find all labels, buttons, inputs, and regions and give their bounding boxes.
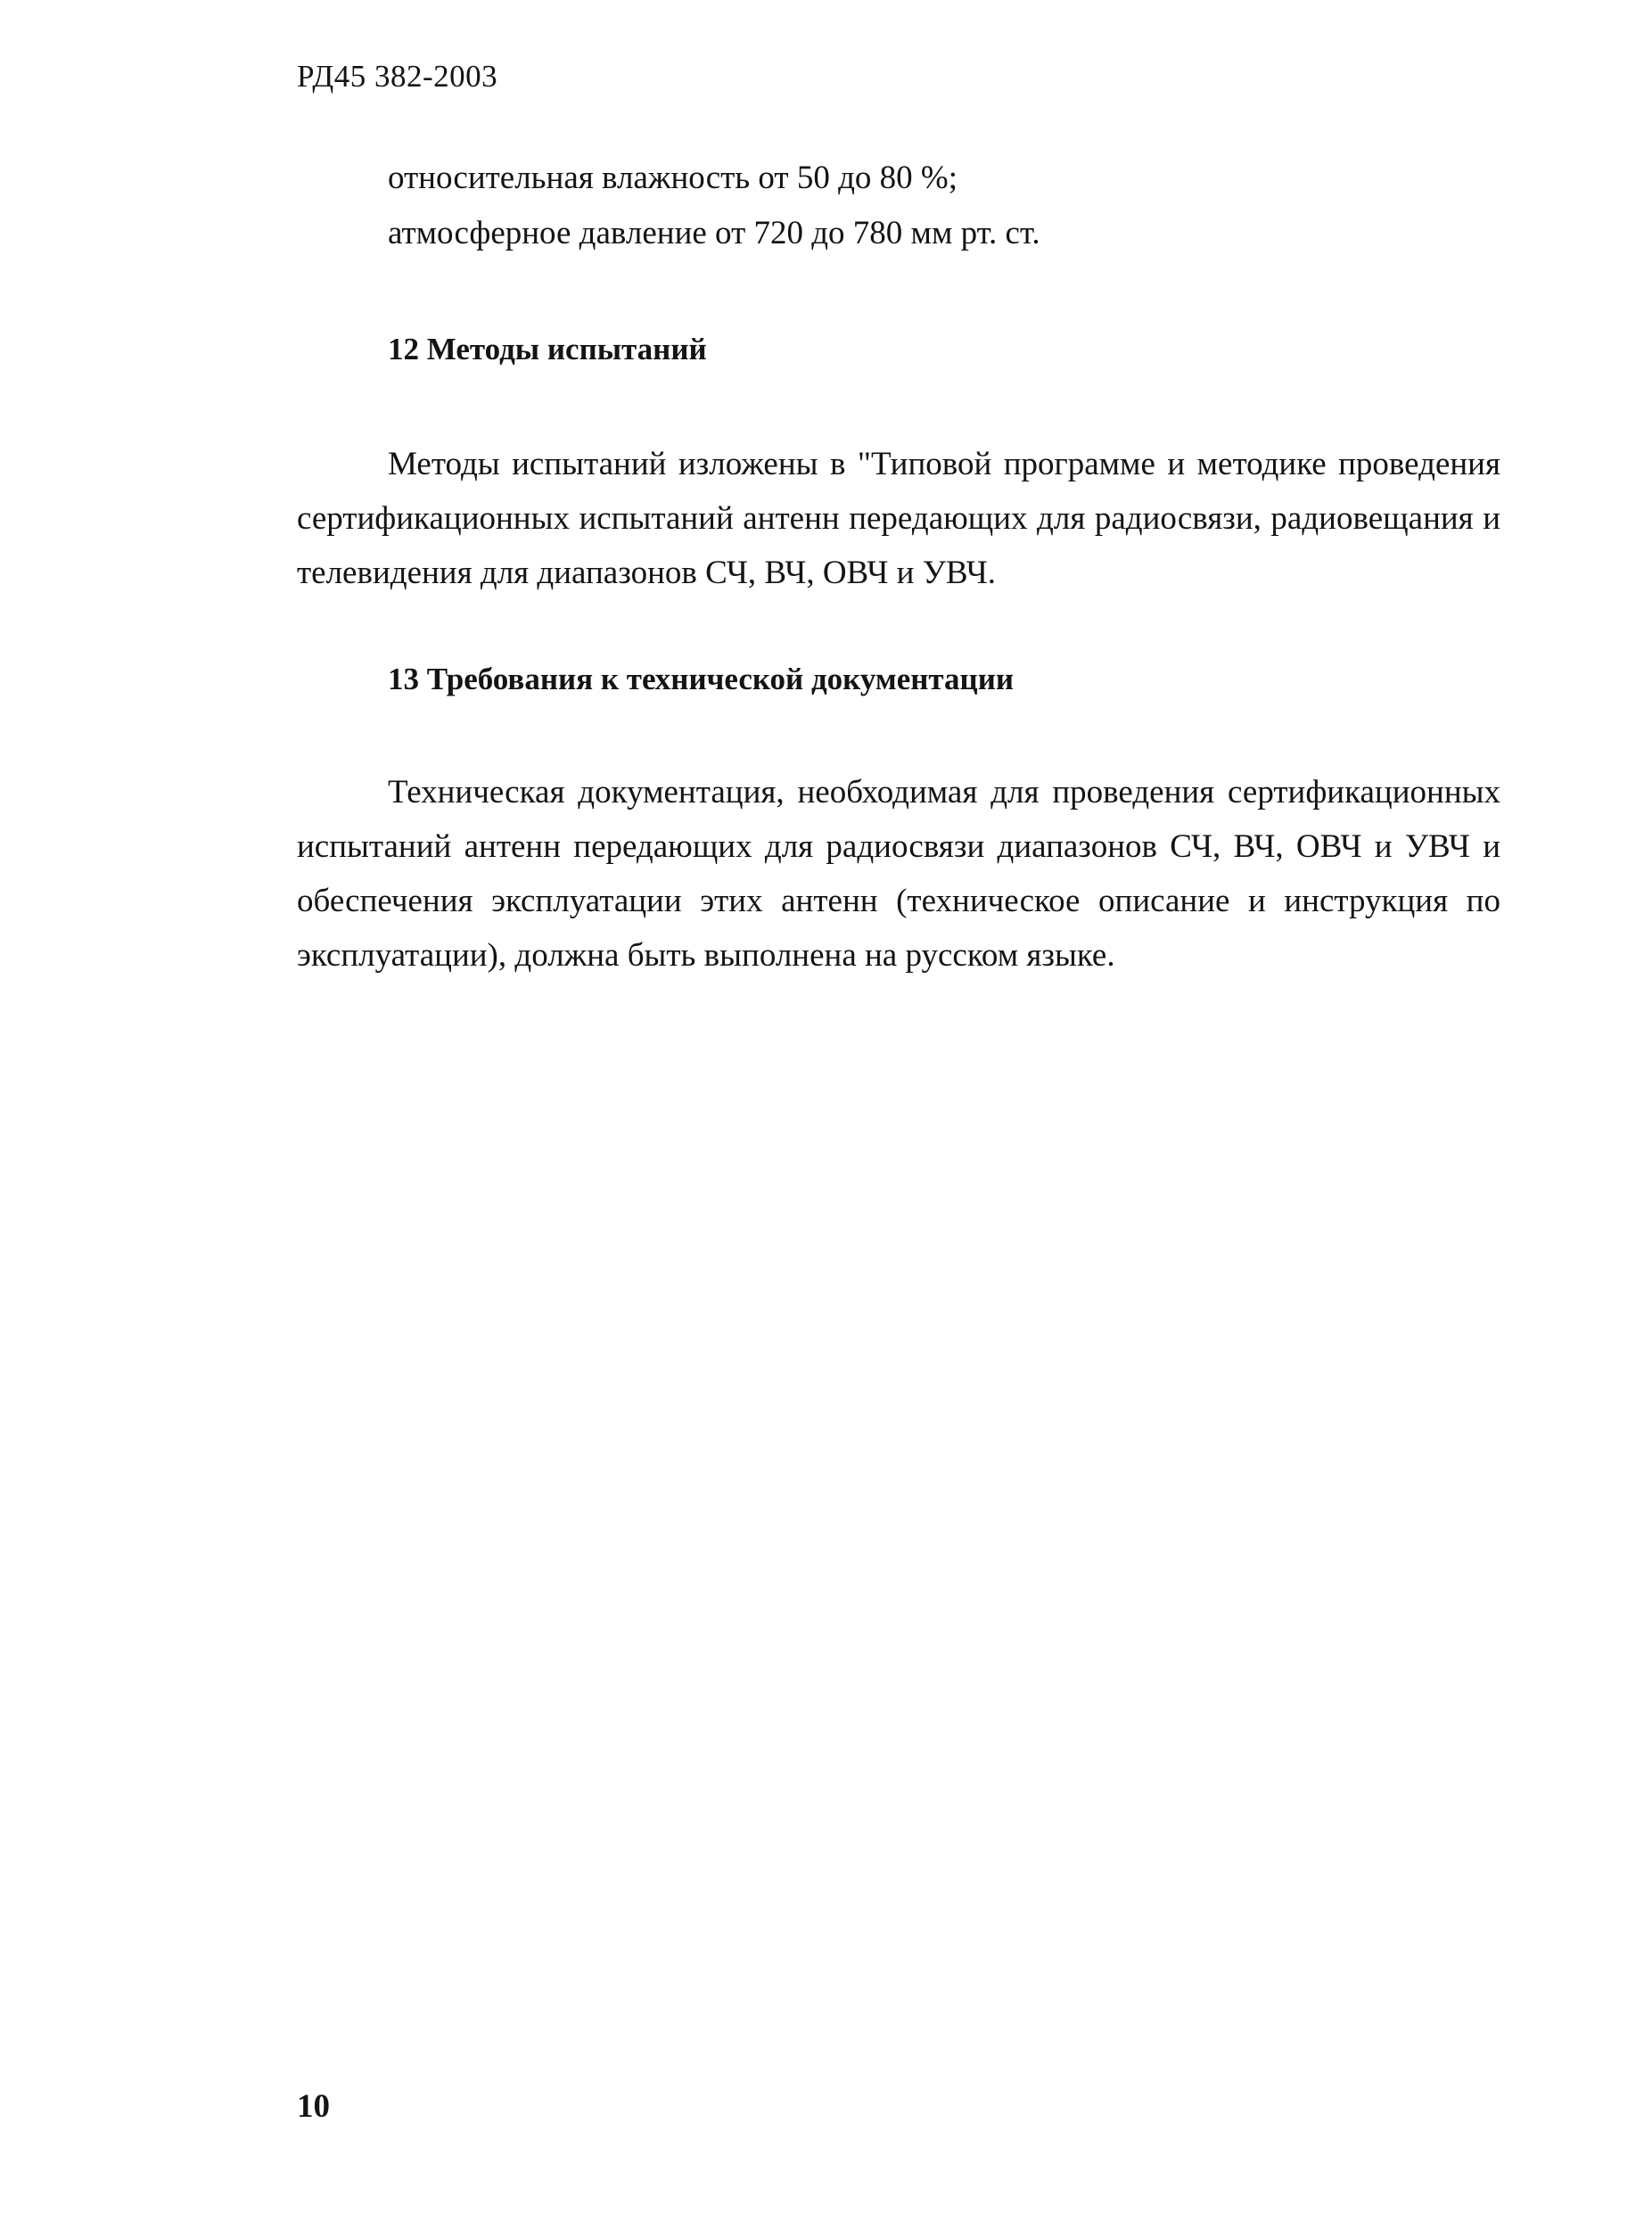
section-13-heading: 13 Требования к технической документации [388,662,1015,696]
humidity-condition: относительная влажность от 50 до 80 %; [388,160,958,196]
pressure-condition: атмосферное давление от 720 до 780 мм рт. ст. [388,215,1040,251]
page-number: 10 [297,2088,330,2125]
section-12-paragraph: Методы испытаний изложены в "Типовой программе и методике проведения сертификационных испытаний антенн передающих для радиосвязи, радиовещания и телевидения для диапазонов СЧ, ВЧ, ОВЧ и УВЧ. [297,446,1500,591]
section-12-heading: 12 Методы испытаний [388,332,707,366]
document-code: РД45 382-2003 [297,59,498,94]
section-13-paragraph: Техническая документация, необходимая для проведения сертификационных испытаний антенн передающих для радиосвязи диапазонов СЧ, ВЧ, ОВЧ и УВЧ и обеспечения эксплуатации этих антенн (техническое описание и инструкция по эксплуатации), должна быть выполнена на русском языке. [297,774,1500,974]
